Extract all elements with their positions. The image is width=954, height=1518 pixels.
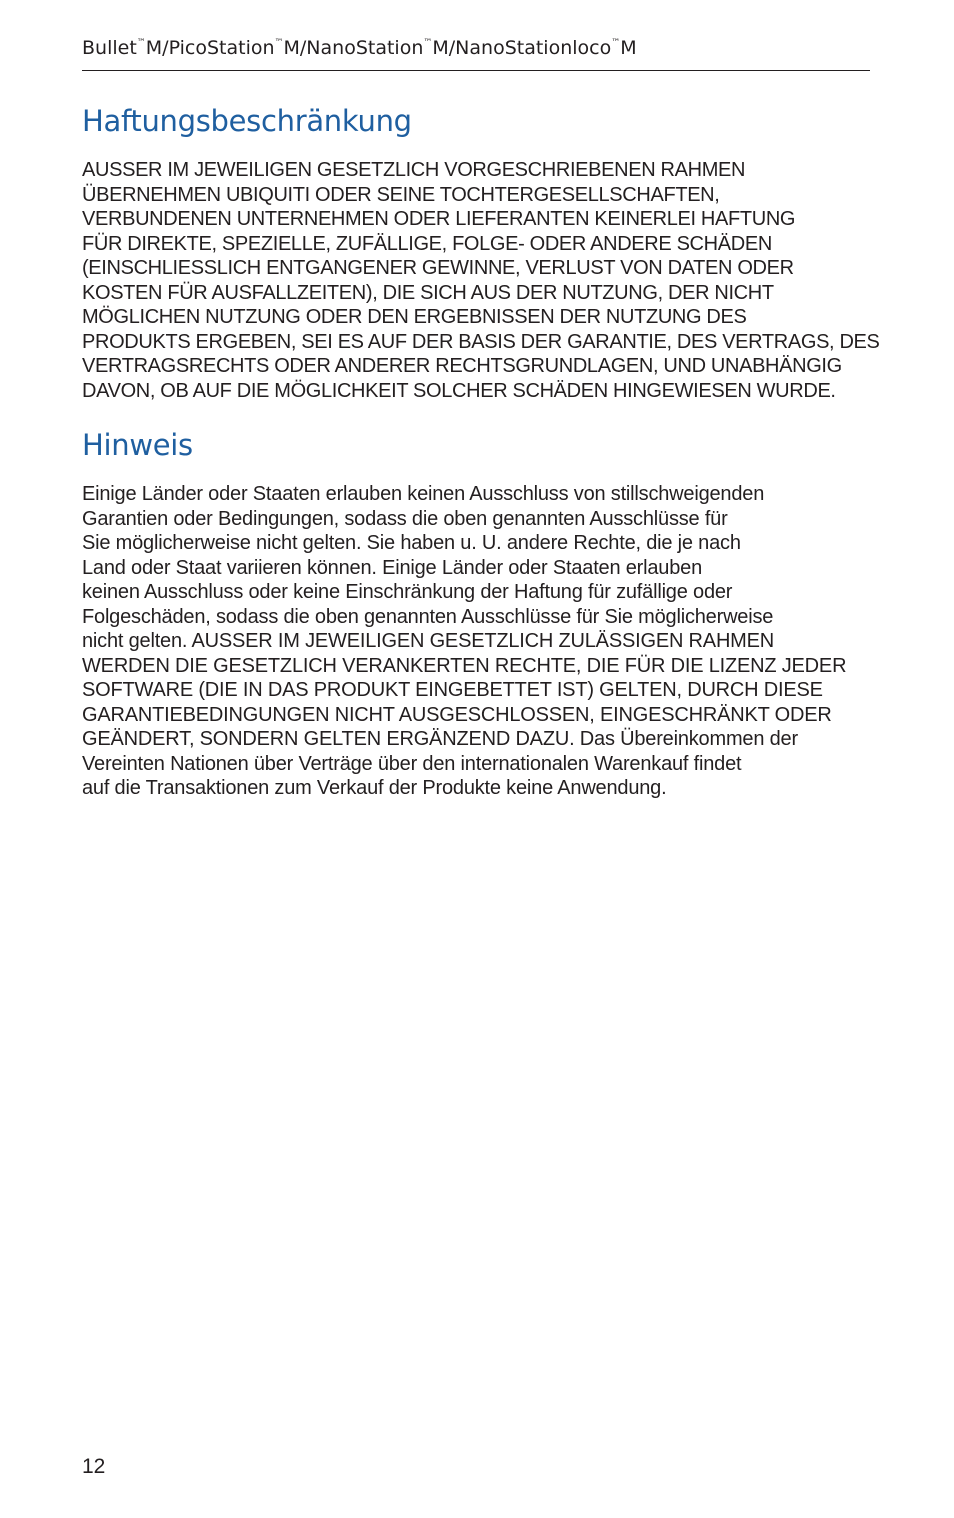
text-line: WERDEN DIE GESETZLICH VERANKERTEN RECHTE, DIE FÜR DIE LIZENZ JEDER — [82, 654, 847, 677]
text-line: Sie möglicherweise nicht gelten. Sie haben u. U. andere Rechte, die je nach — [82, 532, 741, 554]
text-line: Einige Länder oder Staaten erlauben keinen Ausschluss von stillschweigenden — [82, 483, 765, 505]
header-part-m: M — [620, 37, 637, 59]
header-part-nanostation: M/NanoStation — [283, 37, 424, 59]
text-line: GEÄNDERT, SONDERN GELTEN ERGÄNZEND DAZU. Das Übereinkommen der — [82, 728, 798, 750]
trademark-symbol: ™ — [274, 38, 284, 48]
text-line: Garantien oder Bedingungen, sodass die oben genannten Ausschlüsse für — [82, 507, 728, 530]
header-part-picostation: M/PicoStation — [145, 37, 275, 59]
text-line: (EINSCHLIESSLICH ENTGANGENER GEWINNE, VERLUST VON DATEN ODER — [82, 257, 794, 279]
text-line: VERBUNDENEN UNTERNEHMEN ODER LIEFERANTEN KEINERLEI HAFTUNG — [82, 208, 796, 230]
text-line: AUSSER IM JEWEILIGEN GESETZLICH VORGESCHRIEBENEN RAHMEN — [82, 159, 746, 181]
text-line: Folgeschäden, sodass die oben genannten Ausschlüsse für Sie möglicherweise — [82, 605, 774, 628]
notice-paragraph — [82, 482, 874, 801]
text-line: MÖGLICHEN NUTZUNG ODER DEN ERGEBNISSEN DER NUTZUNG DES — [82, 306, 747, 328]
text-line: SOFTWARE (DIE IN DAS PRODUKT EINGEBETTET IST) GELTEN, DURCH DIESE — [82, 679, 823, 701]
trademark-symbol: ™ — [423, 38, 433, 48]
liability-paragraph — [82, 158, 880, 403]
trademark-symbol: ™ — [611, 38, 621, 48]
text-line: ÜBERNEHMEN UBIQUITI ODER SEINE TOCHTERGESELLSCHAFTEN, — [82, 183, 720, 206]
page-number: 12 — [82, 1455, 106, 1478]
text-line: Vereinten Nationen über Verträge über den internationalen Warenkauf findet — [82, 752, 742, 775]
section-heading-liability: Haftungsbeschränkung — [82, 104, 412, 138]
header-part-nanostationloco: M/NanoStationloco — [432, 37, 612, 59]
text-line: nicht gelten. AUSSER IM JEWEILIGEN GESETZLICH ZULÄSSIGEN RAHMEN — [82, 630, 775, 652]
text-line: DAVON, OB AUF DIE MÖGLICHKEIT SOLCHER SCHÄDEN HINGEWIESEN WURDE. — [82, 379, 836, 402]
text-line: GARANTIEBEDINGUNGEN NICHT AUSGESCHLOSSEN, EINGESCHRÄNKT ODER — [82, 703, 832, 726]
text-line: Land oder Staat variieren können. Einige Länder oder Staaten erlauben — [82, 556, 702, 579]
text-line: VERTRAGSRECHTS ODER ANDERER RECHTSGRUNDLAGEN, UND UNABHÄNGIG — [82, 355, 842, 377]
trademark-symbol: ™ — [136, 38, 146, 48]
text-line: keinen Ausschluss oder keine Einschränkung der Haftung für zufällige oder — [82, 581, 733, 603]
text-line: PRODUKTS ERGEBEN, SEI ES AUF DER BASIS DER GARANTIE, DES VERTRAGS, DES — [82, 330, 880, 353]
text-line: FÜR DIREKTE, SPEZIELLE, ZUFÄLLIGE, FOLGE- ODER ANDERE SCHÄDEN — [82, 232, 772, 255]
text-line: KOSTEN FÜR AUSFALLZEITEN), DIE SICH AUS DER NUTZUNG, DER NICHT — [82, 281, 774, 304]
header-part-bullet: Bullet — [82, 37, 137, 59]
text-line: auf die Transaktionen zum Verkauf der Produkte keine Anwendung. — [82, 777, 667, 799]
running-header — [82, 36, 870, 71]
section-heading-notice: Hinweis — [82, 428, 193, 462]
